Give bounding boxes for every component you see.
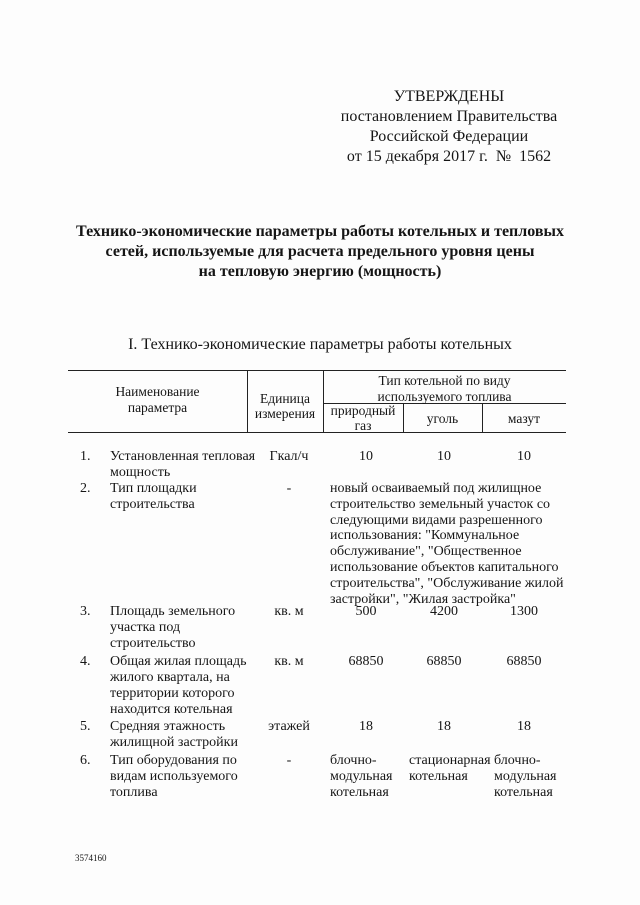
all-fuel-types-value: новый осваиваемый под жилищное строительство земельный участок со следующими видами разрешенного использования: "Коммунальное обслуживание", "Общественное использование объектов капитального строительства", "Обслуживание жилой застройки", "Жилая застройка" — [330, 481, 564, 607]
row-number: 2. — [80, 481, 91, 496]
document-title-line: Технико-экономические параметры работы котельных и тепловых — [76, 223, 564, 240]
natural-gas-value: 68850 — [348, 654, 384, 669]
fuel-oil-value: 68850 — [506, 654, 542, 669]
coal-value: 10 — [437, 449, 451, 464]
row-number: 3. — [80, 604, 91, 619]
natural-gas-value: 500 — [355, 604, 377, 619]
natural-gas-value: 18 — [359, 719, 373, 734]
parameter-name: Установленная тепловая мощность — [110, 449, 256, 480]
parameter-name: Общая жилая площадь жилого квартала, на территории которого находится котельная — [110, 654, 247, 717]
fuel-oil-value: блочно- модульная котельная — [494, 753, 557, 800]
header-unit: Единица измерения — [254, 391, 316, 421]
natural-gas-value: 10 — [359, 449, 373, 464]
header-fuel-oil: мазут — [507, 411, 541, 426]
header-coal: уголь — [426, 411, 459, 426]
table-row — [0, 654, 640, 718]
natural-gas-value: блочно- модульная котельная — [330, 753, 393, 800]
table-header-bottom-rule — [68, 432, 566, 433]
fuel-oil-value: 18 — [517, 719, 531, 734]
unit-value: - — [286, 481, 292, 496]
section-title: I. Технико-экономические параметры работы котельных — [128, 336, 512, 353]
parameter-name: Средняя этажность жилищной застройки — [110, 719, 238, 750]
row-number: 6. — [80, 753, 91, 768]
table-row — [0, 604, 640, 652]
parameter-name: Тип площадки строительства — [110, 481, 197, 512]
approval-date-number: от 15 декабря 2017 г. № 1562 — [346, 148, 552, 165]
approval-line: Российской Федерации — [369, 128, 529, 145]
row-number: 4. — [80, 654, 91, 669]
unit-value: - — [286, 753, 292, 768]
document-title-line: на тепловую энергию (мощность) — [198, 263, 442, 280]
table-row — [0, 481, 640, 607]
unit-value: этажей — [268, 719, 310, 734]
unit-value: кв. м — [274, 654, 304, 669]
row-number: 1. — [80, 449, 91, 464]
table-row — [0, 449, 640, 481]
header-fuel-type-group: Тип котельной по виду используемого топлива — [377, 373, 512, 404]
unit-value: кв. м — [274, 604, 304, 619]
parameter-name: Тип оборудования по видам используемого топлива — [110, 753, 238, 800]
coal-value: 68850 — [426, 654, 462, 669]
coal-value: стационарная котельная — [409, 753, 491, 784]
table-top-rule — [68, 370, 566, 371]
approval-heading: УТВЕРЖДЕНЫ — [393, 88, 505, 105]
table-row — [0, 719, 640, 751]
fuel-oil-value: 10 — [517, 449, 531, 464]
coal-value: 18 — [437, 719, 451, 734]
document-title-line: сетей, используемые для расчета предельного уровня цены — [105, 243, 535, 260]
parameter-name: Площадь земельного участка под строительство — [110, 604, 236, 651]
coal-value: 4200 — [430, 604, 458, 619]
table-row — [0, 753, 640, 801]
header-natural-gas: природный газ — [330, 403, 396, 433]
header-parameter-name: Наименование параметра — [115, 384, 200, 415]
fuel-oil-value: 1300 — [510, 604, 538, 619]
approval-line: постановлением Правительства — [340, 108, 558, 125]
document-code: 3574160 — [75, 853, 107, 863]
row-number: 5. — [80, 719, 91, 734]
unit-value: Гкал/ч — [269, 449, 309, 464]
